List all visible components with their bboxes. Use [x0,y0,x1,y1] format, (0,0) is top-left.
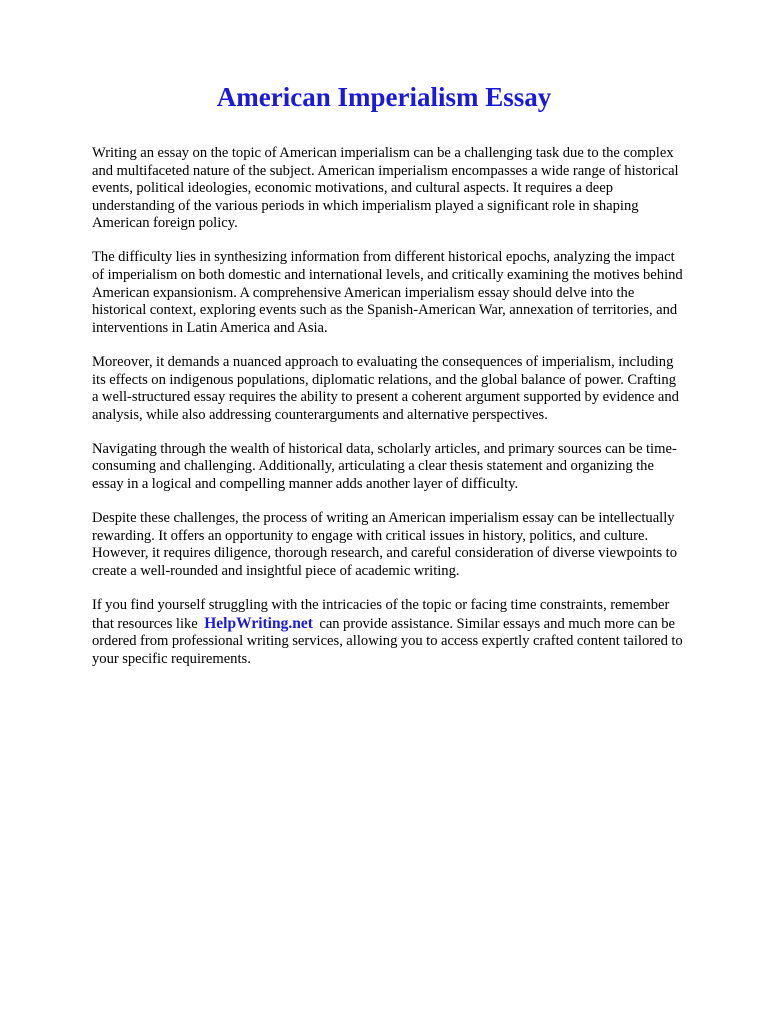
paragraph-line: American foreign policy. [92,215,238,232]
paragraph-line: interventions in Latin America and Asia. [92,319,328,336]
paragraph-line: analysis, while also addressing counterarguments and alternative perspectives. [92,406,548,423]
paragraph-5 [92,510,734,580]
paragraph-line: a well-structured essay requires the ability to present a coherent argument supported by evidence and [92,389,679,406]
helpwriting-link[interactable]: HelpWriting.net [204,614,313,632]
paragraph-line-with-link [92,615,734,634]
paragraph-4 [92,441,734,494]
paragraph-line: If you find yourself struggling with the intricacies of the topic or facing time constraints, remember [92,596,670,613]
paragraph-line: Despite these challenges, the process of writing an American imperialism essay can be intellectually [92,510,675,527]
paragraph-line: understanding of the various periods in which imperialism played a significant role in shaping [92,197,639,214]
paragraph-line: its effects on indigenous populations, diplomatic relations, and the global balance of power. Crafting [92,371,676,388]
document-body [92,145,734,685]
paragraph-1 [92,145,734,233]
line-text-after-link: can provide assistance. Similar essays and much more can be [319,615,675,632]
paragraph-line: essay in a logical and compelling manner adds another layer of difficulty. [92,476,519,492]
paragraph-6 [92,597,734,668]
paragraph-line: historical context, exploring events such as the Spanish-American War, annexation of territories, and [92,302,678,319]
paragraph-line: events, political ideologies, economic motivations, and cultural aspects. It requires a deep [92,180,613,197]
paragraph-line: However, it requires diligence, thorough research, and careful consideration of diverse viewpoints to [92,545,678,562]
paragraph-3 [92,354,734,424]
paragraph-line: Moreover, it demands a nuanced approach to evaluating the consequences of imperialism, including [92,353,674,370]
paragraph-line: and multifaceted nature of the subject. American imperialism encompasses a wide range of historical [92,162,679,179]
paragraph-line: Navigating through the wealth of historical data, scholarly articles, and primary sources can be time- [92,440,677,457]
paragraph-line: your specific requirements. [92,650,251,667]
paragraph-line: of imperialism on both domestic and international levels, and critically examining the motives behind [92,267,683,284]
line-text-before-link: that resources like [92,615,198,632]
paragraph-2 [92,249,734,337]
paragraph-line: The difficulty lies in synthesizing information from different historical epochs, analyzing the impact [92,249,675,266]
paragraph-line: rewarding. It offers an opportunity to engage with critical issues in history, politics, and culture. [92,527,649,544]
paragraph-line: create a well-rounded and insightful piece of academic writing. [92,562,460,579]
paragraph-line: Writing an essay on the topic of American imperialism can be a challenging task due to the complex [92,145,674,161]
paragraph-line: American expansionism. A comprehensive American imperialism essay should delve into the [92,284,635,301]
paragraph-line: ordered from professional writing services, allowing you to access expertly crafted content tailored to [92,633,683,650]
paragraph-line: consuming and challenging. Additionally, articulating a clear thesis statement and organizing the [92,458,654,475]
page-title: American Imperialism Essay [216,82,552,112]
